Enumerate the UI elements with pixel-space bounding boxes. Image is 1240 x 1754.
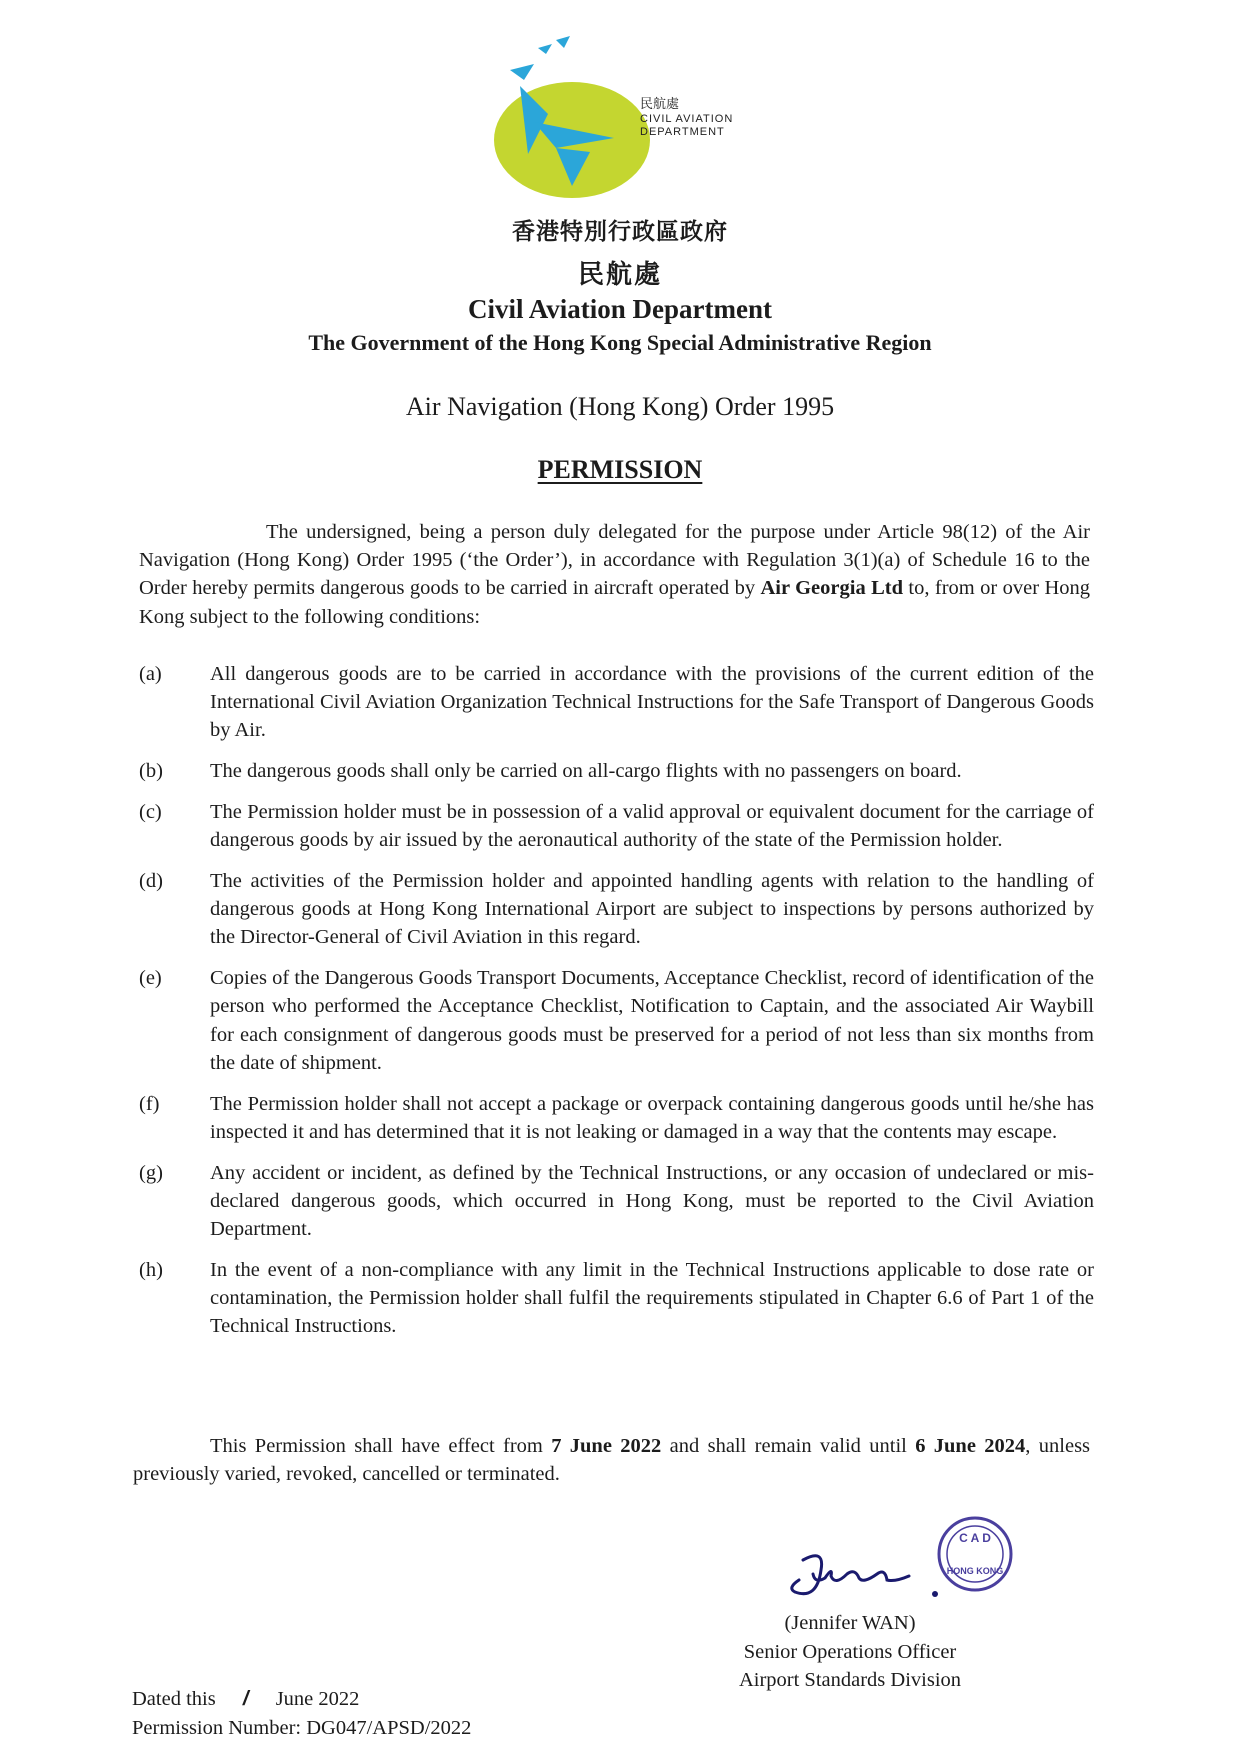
logo-en-line2: Department: [640, 126, 725, 138]
intro-paragraph: [139, 518, 1090, 631]
order-title: Air Navigation (Hong Kong) Order 1995: [405, 392, 835, 421]
validity-end-date: 6 June 2024: [915, 1435, 1026, 1457]
signatory-name: (Jennifer WAN): [784, 1612, 916, 1634]
dated-label: Dated this: [132, 1688, 216, 1710]
logo-cn-text: 民航處: [640, 97, 680, 112]
dated-line: [132, 1685, 471, 1714]
permission-number: DG047/APSD/2022: [306, 1716, 472, 1739]
signatory-block: [700, 1609, 1000, 1695]
condition-label: (g): [139, 1161, 163, 1184]
document-title: PERMISSION: [537, 455, 703, 484]
condition-item: [139, 1159, 1094, 1244]
condition-item: [139, 1256, 1094, 1341]
validity-text-2: and shall remain valid until: [661, 1435, 916, 1457]
condition-text: The Permission holder shall not accept a package or overpack containing dangerous goods until he/she has inspected it and has determined that it is not leaking or damaged in a way that the contents may escape.: [210, 1092, 1094, 1143]
condition-text: The dangerous goods shall only be carried on all-cargo flights with no passengers on board.: [210, 760, 962, 783]
operator-name: Air Georgia Ltd: [760, 577, 904, 600]
cad-stamp-icon: [939, 1518, 1011, 1590]
condition-item: [139, 798, 1094, 854]
validity-paragraph: [133, 1432, 1090, 1488]
condition-item: [139, 867, 1094, 952]
header-cn-government: 香港特別行政區政府: [512, 219, 728, 245]
signatory-division: Airport Standards Division: [738, 1669, 962, 1691]
condition-item: [139, 964, 1094, 1077]
condition-item: [139, 1090, 1094, 1146]
signatory-title: Senior Operations Officer: [743, 1640, 957, 1663]
cad-logo: [490, 36, 780, 216]
condition-label: (a): [139, 663, 162, 685]
condition-text: Copies of the Dangerous Goods Transport Documents, Acceptance Checklist, record of identification of the person who performed the Acceptance Checklist, Notification to Captain, and the associated Air Waybill for each consignment of dangerous goods must be preserved for a period of not less than six months from the date of shipment.: [210, 967, 1094, 1074]
stamp-text-bottom: HONG KONG: [946, 1566, 1004, 1576]
condition-label: (f): [139, 1092, 160, 1115]
header-en-government: The Government of the Hong Kong Special Administrative Region: [308, 330, 932, 355]
stamp-text-top: C A D: [959, 1531, 991, 1545]
signature-area: [785, 1508, 1015, 1608]
conditions-list: [139, 660, 1094, 1353]
condition-label: (c): [139, 801, 162, 823]
condition-item: [139, 757, 1094, 785]
condition-text: All dangerous goods are to be carried in accordance with the provisions of the current edition of the International Civil Aviation Organization Technical Instructions for the Safe Transport of Dangerous Goods by Air.: [210, 663, 1094, 742]
dated-month-year: June 2022: [275, 1688, 360, 1710]
condition-text: The Permission holder must be in possession of a valid approval or equivalent document for the carriage of dangerous goods by air issued by the aeronautical authority of the state of the Permission holder.: [210, 801, 1094, 852]
condition-text: The activities of the Permission holder and appointed handling agents with relation to the handling of dangerous goods at Hong Kong International Airport are subject to inspections by persons authorized by the Director-General of Civil Aviation in this regard.: [210, 870, 1094, 949]
footer: [132, 1685, 471, 1742]
condition-text: Any accident or incident, as defined by the Technical Instructions, or any occasion of undeclared or mis-declared dangerous goods, which occurred in Hong Kong, must be reported to the Civil Aviation Department.: [210, 1161, 1094, 1241]
permission-number-label: Permission Number:: [132, 1716, 307, 1739]
condition-item: [139, 660, 1094, 745]
permission-number-line: [132, 1714, 471, 1743]
logo-en-line1: Civil Aviation: [640, 113, 734, 125]
cad-bird-logo-icon: [490, 36, 780, 216]
condition-label: (e): [139, 967, 162, 990]
intro-text-2: to, from or over Hong Kong subject to the following conditions:: [139, 577, 1090, 628]
validity-text-1: This Permission shall have effect from: [210, 1435, 552, 1457]
signature-icon: [785, 1508, 1015, 1608]
condition-text: In the event of a non-compliance with any limit in the Technical Instructions applicable to dose rate or contamination, the Permission holder shall fulfil the requirements stipulated in Chapter 6.6 of Part 1 of the Technical Instructions.: [210, 1258, 1094, 1338]
dated-day-mark: /: [242, 1687, 249, 1710]
header-cn-department: 民航處: [577, 260, 662, 290]
condition-label: (b): [139, 760, 163, 783]
condition-label: (d): [139, 870, 163, 892]
intro-text-1: The undersigned, being a person duly delegated for the purpose under Article 98(12) of the Air Navigation (Hong Kong) Order 1995 (‘the Order’), in accordance with Regulation 3(1)(a) of Schedule 16 to the Order hereby permits dangerous goods to be carried in aircraft operated by: [139, 521, 1090, 600]
validity-text-3: , unless previously varied, revoked, cancelled or terminated.: [133, 1435, 1091, 1486]
condition-label: (h): [139, 1258, 163, 1281]
header-en-department: Civil Aviation Department: [468, 294, 772, 324]
validity-start-date: 7 June 2022: [551, 1435, 662, 1457]
